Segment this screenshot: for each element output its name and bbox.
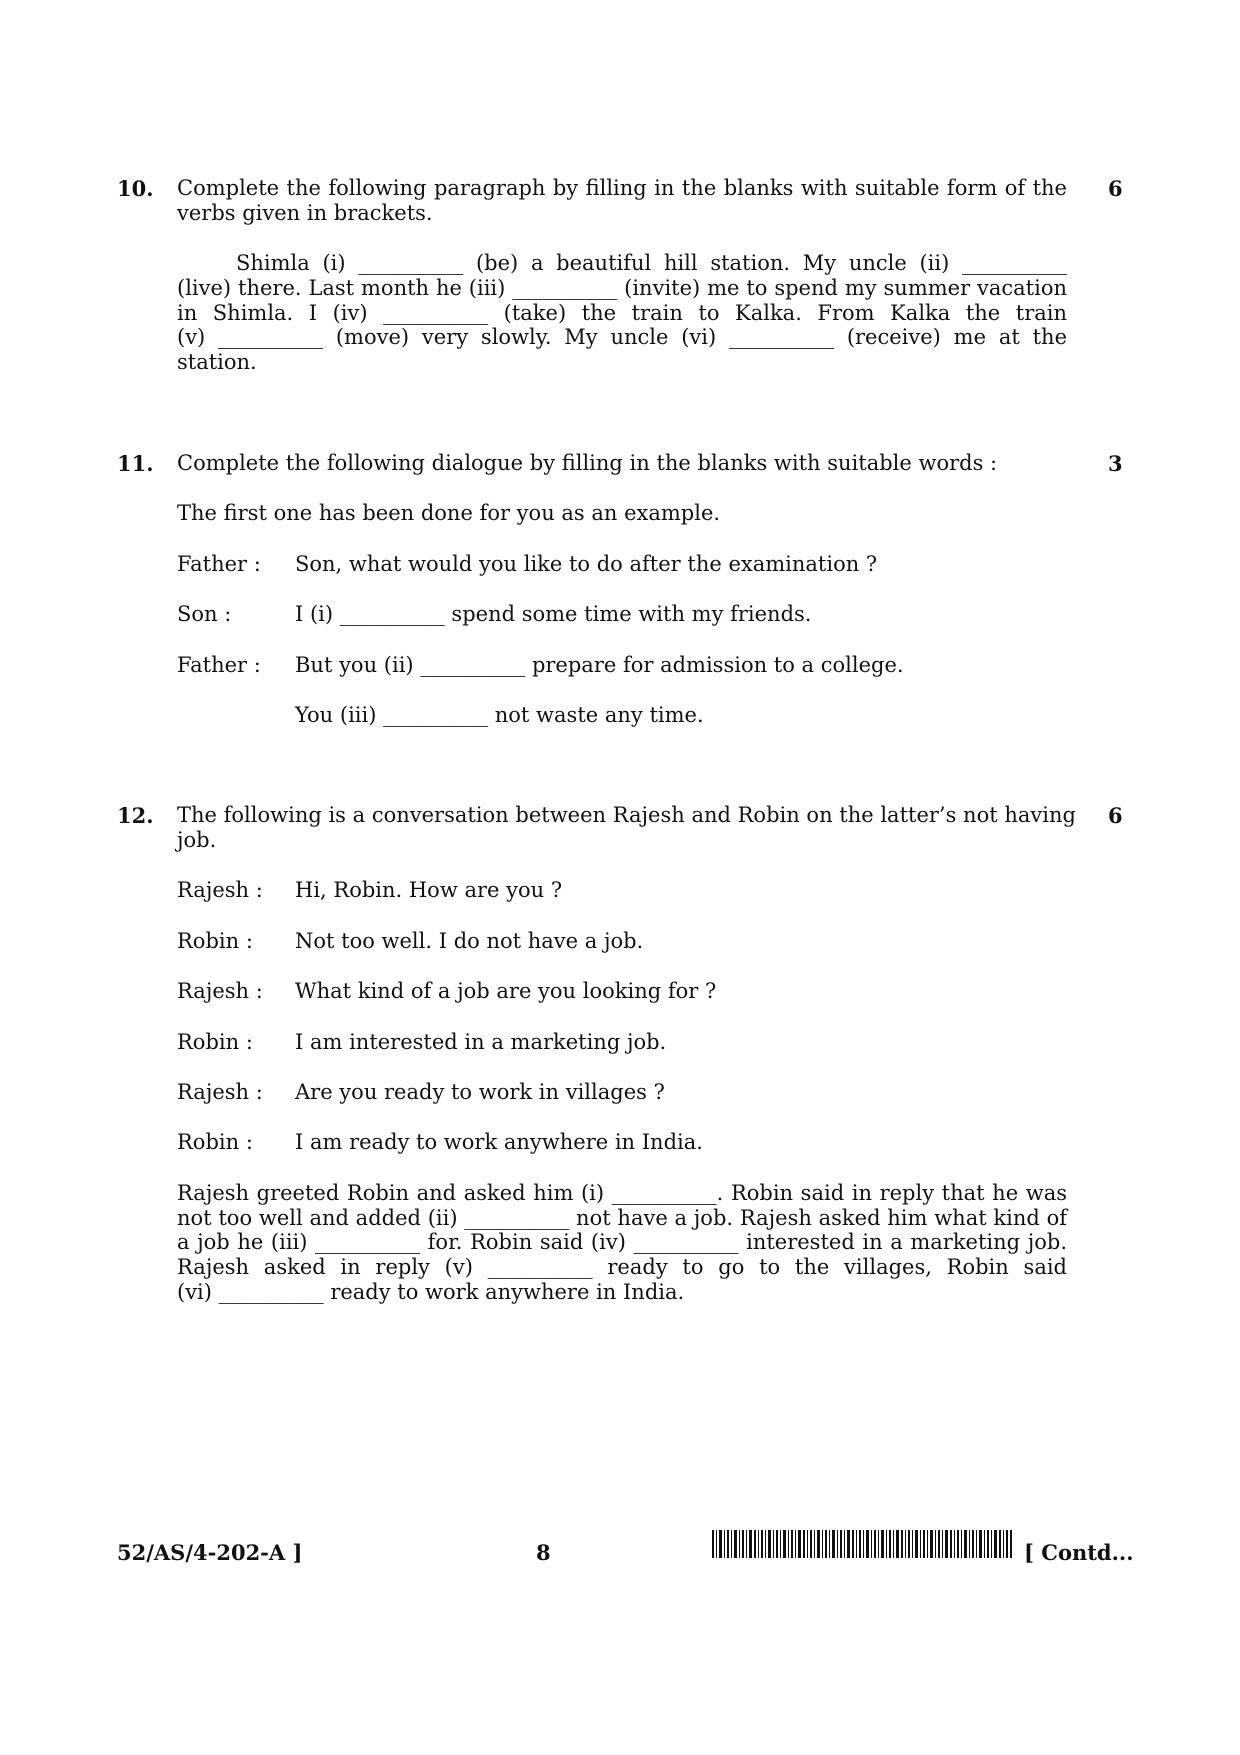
speaker-label: Father : (177, 653, 261, 677)
marks: 6 (1108, 176, 1123, 201)
speaker-label: Rajesh : (177, 878, 263, 902)
dialogue-line: I (i) __________ spend some time with my friends. (295, 602, 812, 626)
question-number: 10. (117, 176, 154, 201)
reported-line: a job he (iii) __________ for. Robin said (iv) __________ interested in a marketing job. (177, 1230, 1067, 1254)
dialogue-line: I am interested in a marketing job. (295, 1030, 667, 1054)
dialogue-line: Not too well. I do not have a job. (295, 929, 644, 953)
instruction-line: The following is a conversation between Rajesh and Robin on the latter’s not having (177, 803, 1076, 827)
instruction-line: Complete the following dialogue by filling in the blanks with suitable words : (177, 451, 998, 475)
speaker-label: Robin : (177, 1130, 253, 1154)
paper-code: 52/AS/4-202-A ] (117, 1540, 303, 1565)
instruction-line: verbs given in brackets. (177, 201, 433, 225)
instruction-line: Complete the following paragraph by filling in the blanks with suitable form of the (177, 176, 1067, 200)
dialogue-line: What kind of a job are you looking for ? (295, 979, 717, 1003)
speaker-label: Robin : (177, 1030, 253, 1054)
speaker-label: Son : (177, 602, 232, 626)
reported-line: not too well and added (ii) __________ not have a job. Rajesh asked him what kind of (177, 1206, 1067, 1230)
marks: 6 (1108, 803, 1123, 828)
reported-line: (vi) __________ ready to work anywhere in India. (177, 1280, 685, 1304)
marks: 3 (1108, 451, 1123, 476)
example-note: The first one has been done for you as an example. (177, 501, 721, 525)
speaker-label: Rajesh : (177, 979, 263, 1003)
instruction-line: job. (177, 828, 217, 852)
dialogue-line: Son, what would you like to do after the examination ? (295, 552, 878, 576)
paragraph-line: Shimla (i) __________ (be) a beautiful hill station. My uncle (ii) __________ (236, 251, 1067, 275)
paragraph-line: (v) __________ (move) very slowly. My uncle (vi) __________ (receive) me at the (177, 325, 1067, 349)
dialogue-line: But you (ii) __________ prepare for admission to a college. (295, 653, 904, 677)
dialogue-line: I am ready to work anywhere in India. (295, 1130, 703, 1154)
dialogue-line: You (iii) __________ not waste any time. (295, 703, 704, 727)
speaker-label: Robin : (177, 929, 253, 953)
page-number: 8 (536, 1540, 551, 1565)
question-number: 11. (117, 451, 154, 476)
dialogue-line: Are you ready to work in villages ? (295, 1080, 665, 1104)
continued-label: [ Contd... (1024, 1540, 1134, 1565)
dialogue-line: Hi, Robin. How are you ? (295, 878, 563, 902)
reported-line: Rajesh greeted Robin and asked him (i) __________. Robin said in reply that he was (177, 1181, 1067, 1205)
barcode-icon (712, 1530, 1012, 1558)
question-number: 12. (117, 803, 154, 828)
reported-line: Rajesh asked in reply (v) __________ ready to go to the villages, Robin said (177, 1255, 1067, 1279)
speaker-label: Father : (177, 552, 261, 576)
paragraph-line: station. (177, 350, 257, 374)
speaker-label: Rajesh : (177, 1080, 263, 1104)
paragraph-line: in Shimla. I (iv) __________ (take) the train to Kalka. From Kalka the train (177, 301, 1067, 325)
paragraph-line: (live) there. Last month he (iii) __________ (invite) me to spend my summer vacation (177, 276, 1067, 300)
